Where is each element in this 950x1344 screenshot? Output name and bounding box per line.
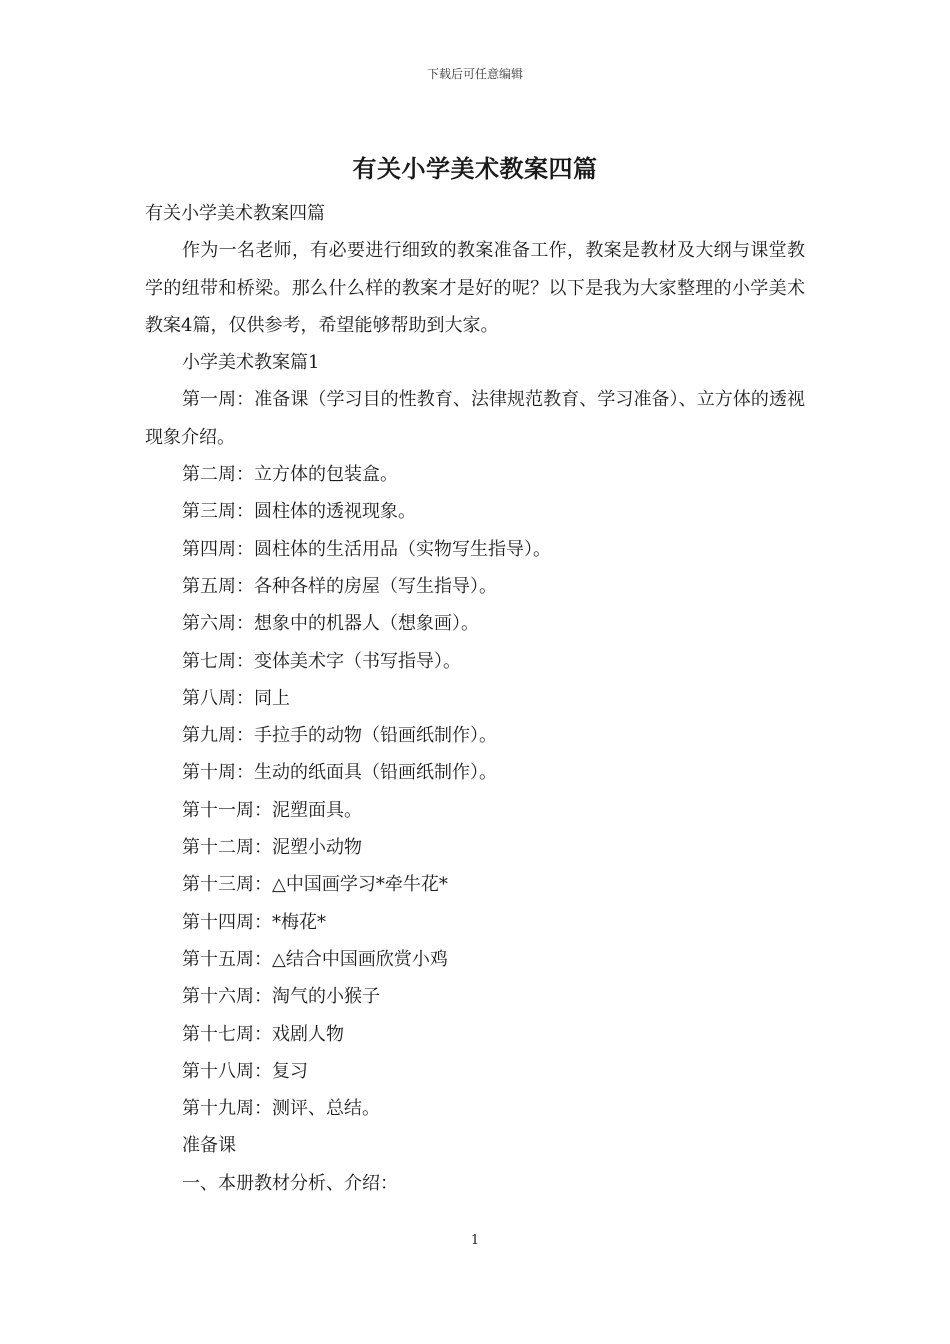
document-title: 有关小学美术教案四篇 [352, 155, 598, 183]
prep-heading: 准备课 [182, 1135, 236, 1157]
week-item: 第十七周：戏剧人物 [182, 1023, 344, 1045]
week-item: 第七周：变体美术字（书写指导）。 [182, 650, 461, 672]
intro-paragraph: 作为一名老师，有必要进行细致的教案准备工作，教案是教材及大纲与课堂教学的纽带和桥梁。那么什么样的教案才是好的呢？以下是我为大家整理的小学美术教案4篇，仅供参考，希望能够帮助到大家。 [145, 240, 805, 336]
week-item: 第十四周：*梅花* [182, 911, 326, 933]
week-item: 第四周：圆柱体的生活用品（实物写生指导）。 [182, 538, 551, 560]
week-item: 第六周：想象中的机器人（想象画）。 [182, 613, 479, 635]
week-item: 第八周：同上 [182, 687, 290, 709]
page-header: 下载后可任意编辑 [426, 67, 523, 81]
page-number: 1 [470, 1233, 480, 1248]
week-item: 第十二周：泥塑小动物 [182, 837, 362, 859]
week-item: 第三周：圆柱体的透视现象。 [182, 501, 416, 523]
week-item: 第二周：立方体的包装盒。 [182, 464, 398, 486]
week-item: 第十一周：泥塑面具。 [182, 799, 362, 821]
document-subtitle: 有关小学美术教案四篇 [145, 203, 325, 224]
section-heading: 小学美术教案篇1 [182, 352, 320, 374]
document-body [145, 195, 805, 1202]
analysis-heading: 一、本册教材分析、介绍： [182, 1172, 398, 1194]
week-item: 第十五周：△结合中国画欣赏小鸡 [182, 948, 448, 970]
week-item: 第一周：准备课（学习目的性教育、法律规范教育、学习准备）、立方体的透视现象介绍。 [145, 389, 805, 448]
week-item: 第十六周：淘气的小猴子 [182, 986, 380, 1008]
week-item: 第十八周：复习 [182, 1060, 308, 1082]
week-item: 第十三周：△中国画学习*牵牛花* [182, 874, 448, 896]
week-item: 第九周：手拉手的动物（铅画纸制作）。 [182, 725, 497, 747]
week-item: 第十九周：测评、总结。 [182, 1098, 380, 1120]
week-item: 第五周：各种各样的房屋（写生指导）。 [182, 575, 497, 597]
week-item: 第十周：生动的纸面具（铅画纸制作）。 [182, 762, 497, 784]
